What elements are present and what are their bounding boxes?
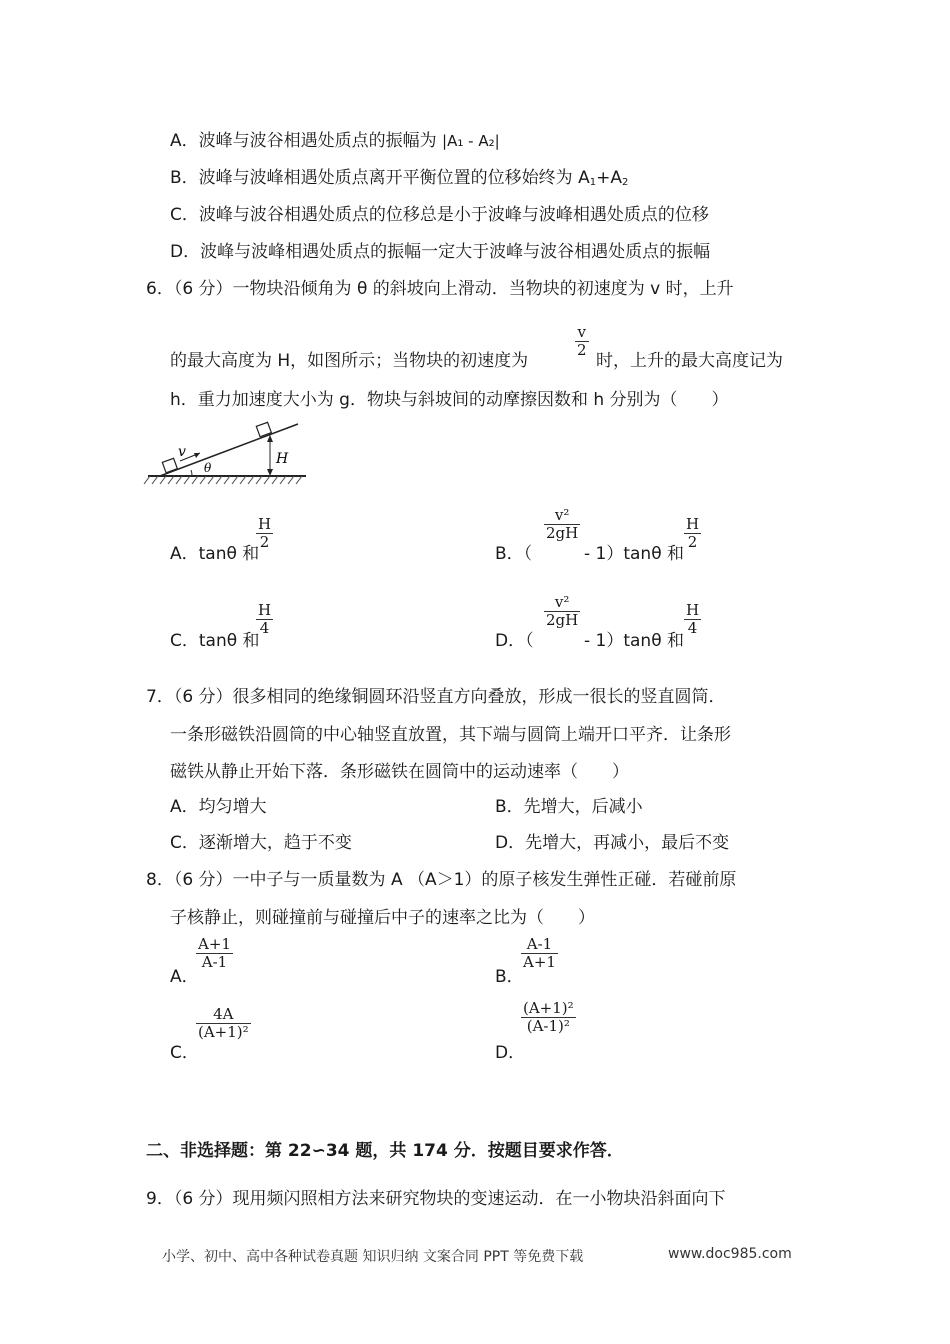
q6-option-a-label: A．tanθ 和 (170, 544, 260, 564)
q6-option-d-num: v² (554, 593, 570, 611)
q6-option-d-mid: - 1）tanθ 和 (584, 631, 685, 651)
q8-option-c-label: C． (170, 1043, 199, 1063)
section-2-heading: 二、非选择题：第 22∽34 题，共 174 分．按题目要求作答． (146, 1141, 624, 1161)
q6-fraction-v-over-2 (575, 324, 589, 359)
fig-theta-label: θ (204, 461, 212, 475)
q6-option-d-frac2 (684, 602, 701, 637)
q8-option-b-num: A-1 (526, 935, 553, 953)
q6-option-d-frac (544, 594, 580, 629)
q8-line2: 子核静止，则碰撞前与碰撞后中子的速率之比为（ ） (170, 908, 595, 928)
q8-option-b-label: B． (495, 967, 524, 987)
q8-option-d-frac (521, 1000, 576, 1035)
q5-option-b-plus: +A (596, 168, 622, 188)
q5-option-b-text: B．波峰与波峰相遇处质点离开平衡位置的位移始终为 A (170, 168, 590, 188)
q6-option-c-den: 4 (256, 619, 273, 637)
q6-option-b-den: 2gH (546, 524, 579, 542)
footer-url[interactable]: www.doc985.com (668, 1246, 792, 1262)
q6-option-b-den2: 2 (684, 533, 701, 551)
q8-option-d-num: (A+1)² (523, 999, 574, 1017)
q5-option-a-text: A．波峰与波谷相遇处质点的振幅为 (170, 131, 437, 151)
q6-option-b-frac2 (684, 516, 701, 551)
q7-option-b: B．先增大，后减小 (495, 797, 643, 817)
q6-line2a: 的最大高度为 H，如图所示；当物块的初速度为 (170, 351, 529, 371)
q7-line3: 磁铁从静止开始下落．条形磁铁在圆筒中的运动速率（ ） (170, 762, 629, 782)
q6-option-c-frac (256, 602, 273, 637)
q5-option-c: C．波峰与波谷相遇处质点的位移总是小于波峰与波峰相遇处质点的位移 (170, 205, 709, 225)
q6-option-c-num: H (258, 601, 272, 619)
q6-line3: h．重力加速度大小为 g．物块与斜坡间的动摩擦因数和 h 分别为（ ） (170, 390, 729, 410)
q5-option-b-sub1: 1 (589, 177, 597, 188)
q8-option-b-den: A+1 (523, 953, 556, 971)
q8-option-a-den: A-1 (196, 953, 233, 971)
q6-line2b: 时，上升的最大高度记为 (596, 351, 783, 371)
q7-option-c: C．逐渐增大，趋于不变 (170, 833, 352, 853)
q7-option-a: A．均匀增大 (170, 797, 267, 817)
q6-option-b-mid: - 1）tanθ 和 (584, 544, 685, 564)
q8-option-d-den: (A-1)² (521, 1017, 576, 1035)
q6-option-d-den: 2gH (546, 611, 579, 629)
q6-option-a-den: 2 (256, 533, 273, 551)
q7-option-d: D．先增大，再减小，最后不变 (495, 833, 730, 853)
q6-option-b-num: v² (554, 506, 570, 524)
q6-option-b-frac (544, 507, 580, 542)
q8-option-c-frac (196, 1006, 251, 1041)
q5-option-b-sub2: 2 (621, 177, 629, 188)
q5-option-a (170, 126, 500, 151)
q6-option-a-num: H (258, 515, 272, 533)
fig-H-label: H (276, 451, 289, 467)
height-arrow-down-icon (267, 469, 273, 476)
q6-option-c-label: C．tanθ 和 (170, 631, 260, 651)
q8-line1: 8．（6 分）一中子与一质量数为 A （A＞1）的原子核发生弹性正碰．若碰前原 (146, 870, 737, 890)
q6-option-a-frac (256, 516, 273, 551)
q8-option-c-num: 4A (213, 1005, 234, 1023)
q6-option-b-label: B．（ (495, 544, 533, 564)
q6-option-d-den2: 4 (684, 619, 701, 637)
q5-option-b (170, 163, 628, 188)
q5-option-d: D．波峰与波峰相遇处质点的振幅一定大于波峰与波谷相遇处质点的振幅 (170, 242, 711, 262)
q6-option-b-num2: H (686, 515, 700, 533)
q6-option-d-label: D．（ (495, 631, 534, 651)
q8-option-c-den: (A+1)² (198, 1023, 249, 1041)
q5-option-a-abs: |A₁ - A₂| (442, 132, 500, 150)
q6-frac-den: 2 (577, 341, 587, 359)
q6-line1: 6．（6 分）一物块沿倾角为 θ 的斜坡向上滑动．当物块的初速度为 v 时，上升 (146, 279, 734, 299)
q6-option-d-num2: H (686, 601, 700, 619)
q8-option-a-num: A+1 (198, 935, 231, 953)
q6-frac-num: v (577, 323, 587, 341)
q7-line2: 一条形磁铁沿圆筒的中心轴竖直放置，其下端与圆筒上端开口平齐．让条形 (170, 725, 731, 745)
q8-option-a-label: A． (170, 967, 199, 987)
footer-text: 小学、初中、高中各种试卷真题 知识归纳 文案合同 PPT 等免费下载 (162, 1249, 584, 1265)
fig-v-label: v (178, 444, 186, 460)
q8-option-a-frac (196, 936, 233, 971)
q8-option-b-frac (521, 936, 558, 971)
q7-line1: 7．（6 分）很多相同的绝缘铜圆环沿竖直方向叠放，形成一很长的竖直圆筒． (146, 687, 726, 707)
incline-figure (140, 418, 310, 486)
q8-option-d-label: D． (495, 1043, 526, 1063)
q9-line1: 9．（6 分）现用频闪照相方法来研究物块的变速运动．在一小物块沿斜面向下 (146, 1189, 726, 1209)
